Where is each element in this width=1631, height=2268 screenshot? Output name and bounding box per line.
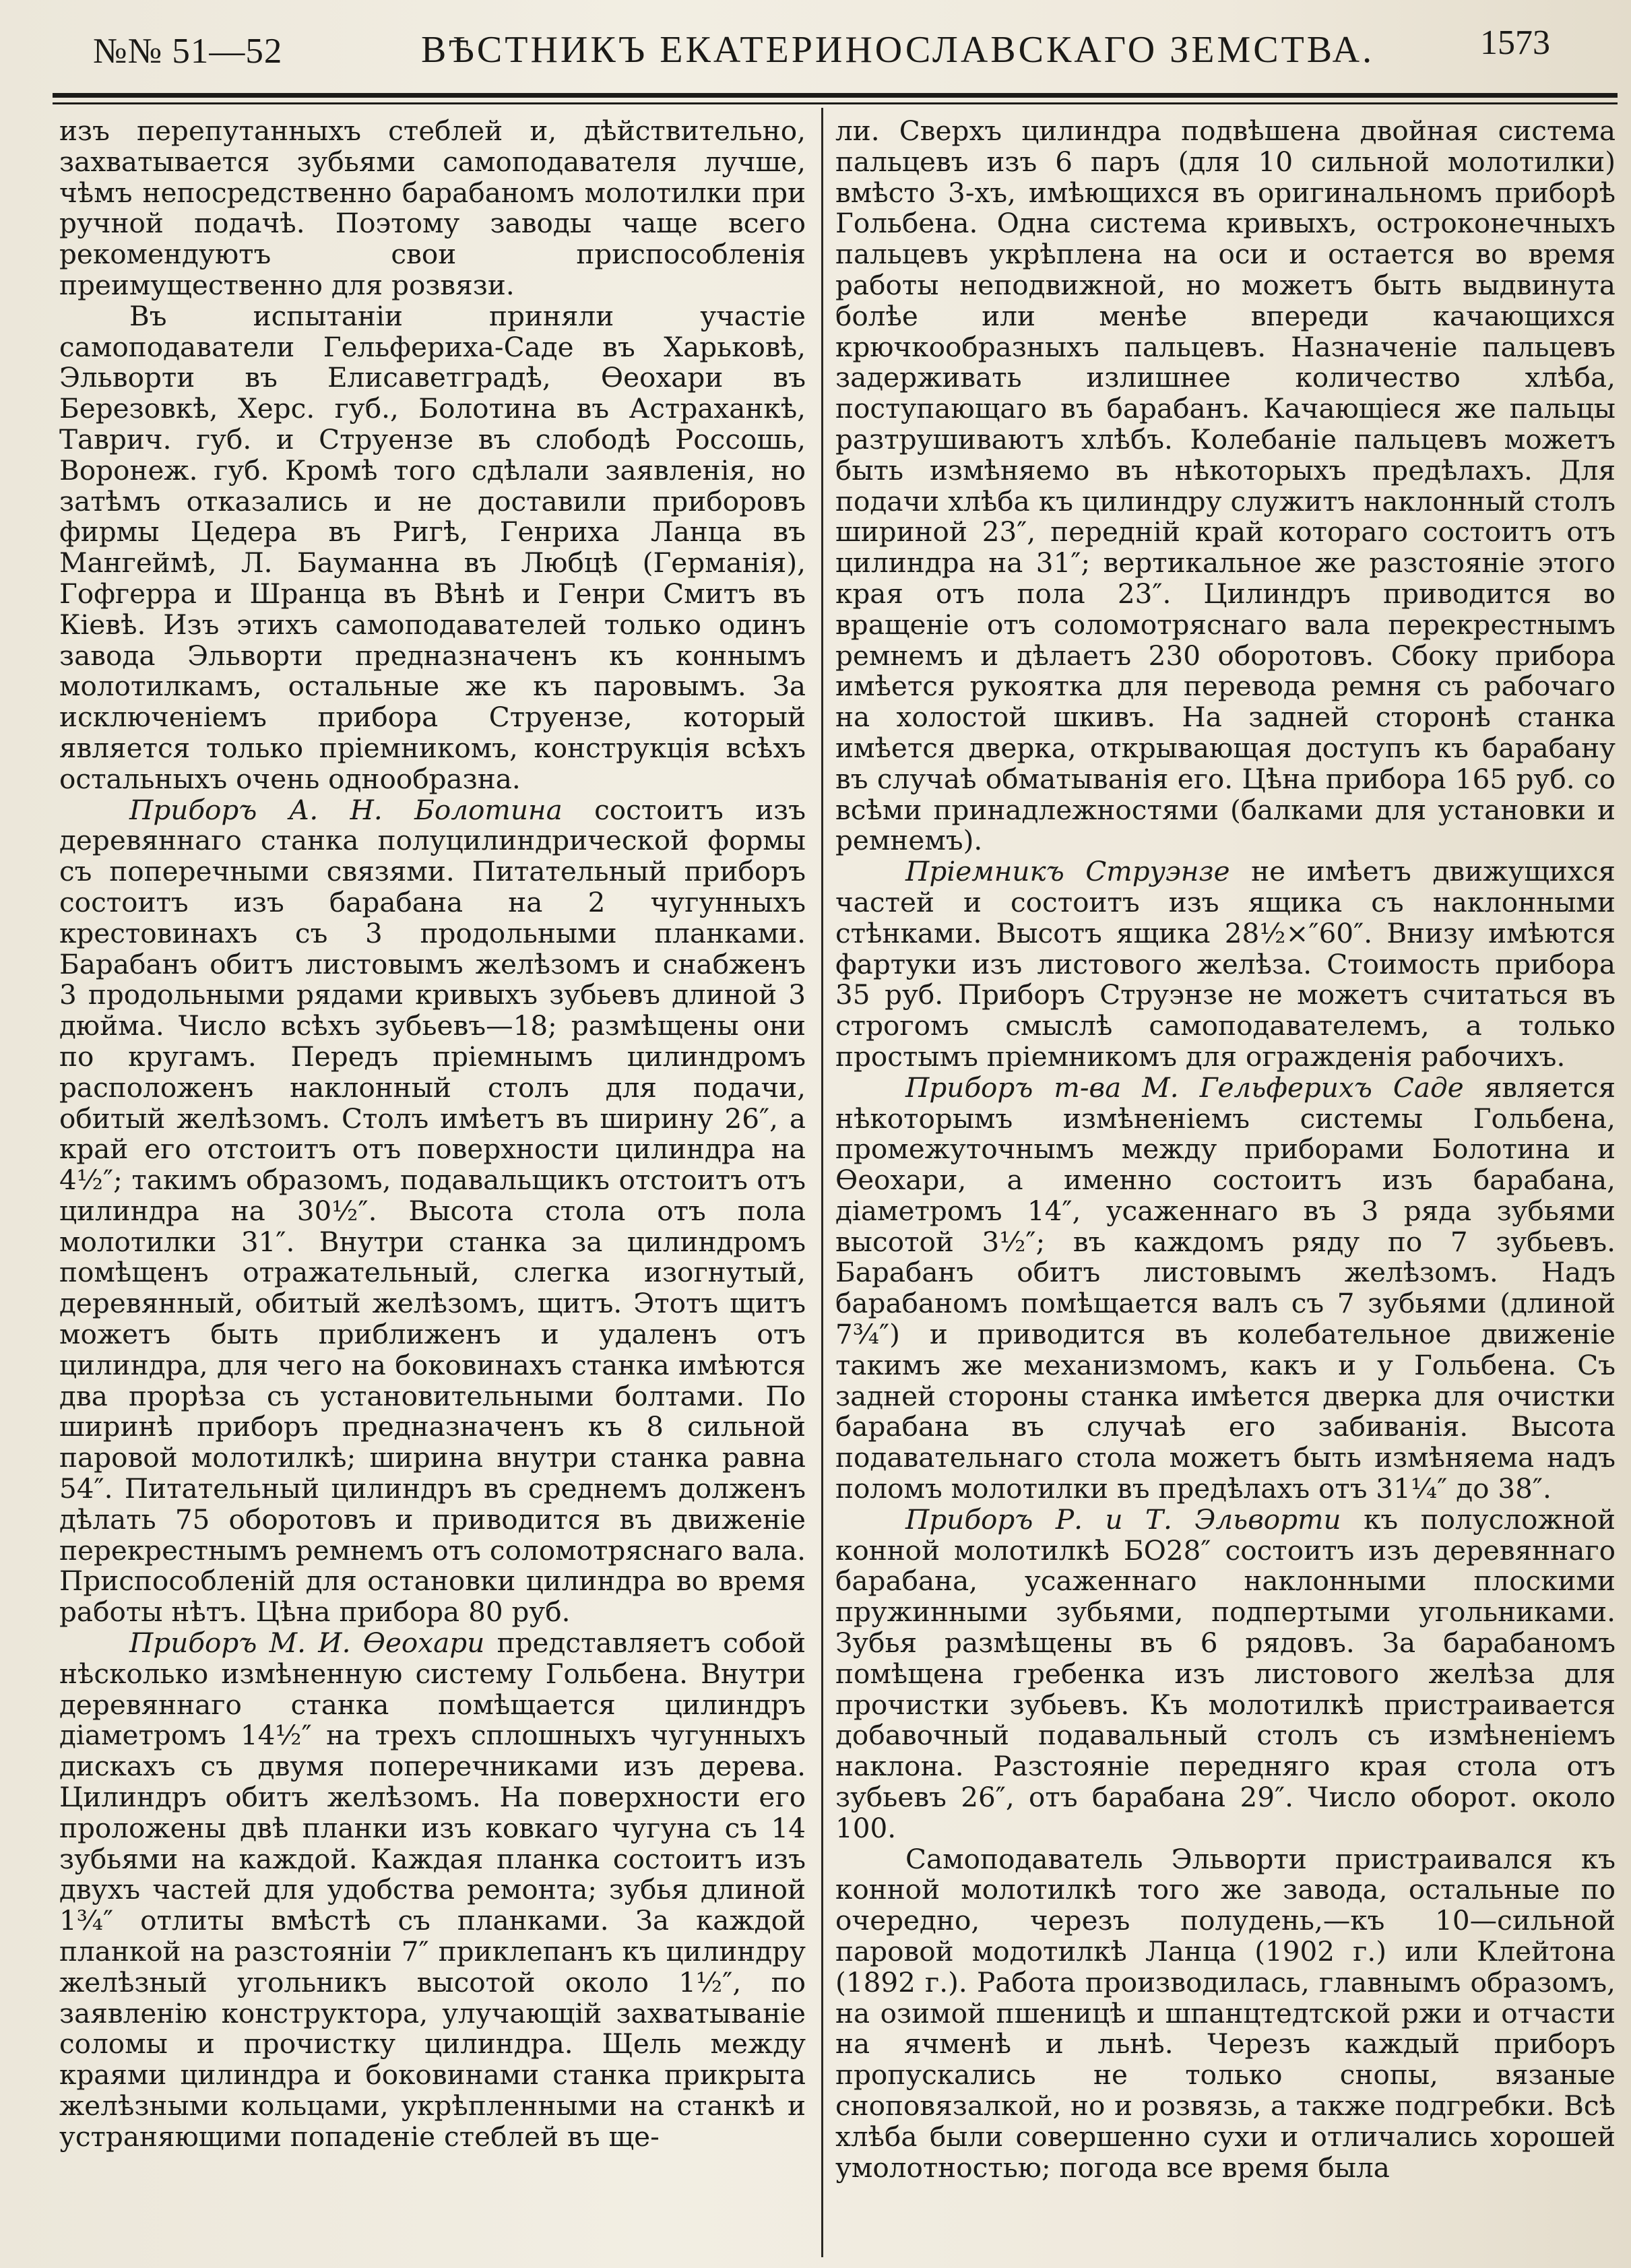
- right-column: [835, 116, 1616, 2259]
- right-paragraph-4: [835, 1505, 1616, 1844]
- page-number: 1573: [1480, 24, 1550, 62]
- right-paragraph-1: ли. Сверхъ цилиндра подвѣшена двойная система пальцевъ изъ 6 паръ (для 10 сильной молотилки) вмѣсто 3-хъ, имѣющихся въ оригинальномъ приборѣ Гольбена. Одна система кривыхъ, остроконечныхъ пальцевъ укрѣплена на оси и остается во время работы неподвижной, но можетъ быть выдвинута болѣе или менѣе впереди качающихся крючкообразныхъ пальцевъ. Назначеніе пальцевъ задерживать излишнее количество хлѣба, поступающаго въ барабанъ. Качающіеся же пальцы разтрушиваютъ хлѣбъ. Колебаніе пальцевъ можетъ быть измѣняемо въ нѣкоторыхъ предѣлахъ. Для подачи хлѣба къ цилиндру служитъ наклонный столъ шириной 23″, передній край котораго состоитъ отъ цилиндра на 31″; вертикальное же разстояніе этого края отъ пола 23″. Цилиндръ приводится во вращеніе отъ соломотряснаго вала перекрестнымъ ремнемъ и дѣлаетъ 230 оборотовъ. Сбоку прибора имѣется рукоятка для перевода ремня съ рабочаго на холостой шкивъ. На задней сторонѣ станка имѣется дверка, открывающая доступъ къ барабану въ случаѣ обматыванія его. Цѣна прибора 165 руб. со всѣми принадлежностями (балками для установки и ремнемъ).: [835, 116, 1616, 857]
- feokhari-device-text: представляетъ собой нѣсколько измѣненную систему Гольбена. Внутри деревяннаго станка помѣщается цилиндръ діаметромъ 14½″ на трехъ сплошныхъ чугунныхъ дискахъ съ двумя поперечниками изъ дерева. Цилиндръ обитъ желѣзомъ. На поверхности его проложены двѣ планки изъ ковкаго чугуна съ 14 зубьями на каждой. Каждая планка состоитъ изъ двухъ частей для удобства ремонта; зубья длиной 1¾″ отлиты вмѣстѣ съ планками. За каждой планкой на разстояніи 7″ приклепанъ къ цилиндру желѣзный угольникъ высотой около 1½″, по заявленію конструктора, улучающій захватываніе соломы и прочистку цилиндра. Щель между краями цилиндра и боковинами станка прикрыта желѣзными кольцами, укрѣпленными на станкѣ и устраняющими попаденіе стеблей въ ще-: [59, 1627, 806, 2153]
- struenze-receiver-heading: Пріемникъ Струэнзе: [905, 855, 1230, 888]
- gelferikh-device-heading: Приборъ т-ва М. Гельферихъ Саде: [905, 1071, 1464, 1104]
- left-paragraph-1: изъ перепутанныхъ стеблей и, дѣйствительно, захватывается зубьями самоподавателя лучше, чѣмъ непосредственно барабаномъ молотилки при ручной подачѣ. Поэтому заводы чаще всего рекомендуютъ свои приспособленія преимущественно для розвязи.: [59, 116, 806, 301]
- left-paragraph-2: Въ испытаніи приняли участіе самоподаватели Гельфериха-Саде въ Харьковѣ, Эльворти въ Елисаветградѣ, Ѳеохари въ Березовкѣ, Херс. губ., Болотина въ Астраханкѣ, Таврич. губ. и Струензе въ слободѣ Россошь, Воронеж. губ. Кромѣ того сдѣлали заявленія, но затѣмъ отказались и не доставили приборовъ фирмы Цедера въ Ригѣ, Генриха Ланца въ Мангеймѣ, Л. Бауманна въ Любцѣ (Германія), Гофгерра и Шранца въ Вѣнѣ и Генри Смитъ въ Кіевѣ. Изъ этихъ самоподавателей только одинъ завода Эльворти предназначенъ къ коннымъ молотилкамъ, остальные же къ паровымъ. За исключеніемъ прибора Струензе, который является только пріемникомъ, конструкція всѣхъ остальныхъ очень однообразна.: [59, 299, 806, 795]
- header-rule-thin: [53, 102, 1618, 104]
- elvorti-device-text: къ полусложной конной молотилкѣ БО28″ состоитъ изъ деревяннаго барабана, усаженнаго наклонными плоскими пружинными зубьями, подпертыми угольниками. Зубья размѣщены въ 6 рядовъ. За барабаномъ помѣщена гребенка изъ листового желѣза для прочистки зубьевъ. Къ молотилкѣ пристраивается добавочный подавальный столъ съ измѣненіемъ наклона. Разстояніе передняго края стола отъ зубьевъ 26″, отъ барабана 29″. Число оборот. около 100.: [835, 1503, 1616, 1844]
- gelferikh-device-text: является нѣкоторымъ измѣненіемъ системы Гольбена, промежуточнымъ между приборами Болотина и Ѳеохари, а именно состоитъ изъ барабана, діаметромъ 14″, усаженнаго въ 3 ряда зубьями высотой 3½″; въ каждомъ ряду по 7 зубьевъ. Барабанъ обитъ листовымъ желѣзомъ. Надъ барабаномъ помѣщается валъ съ 7 зубьями (длиной 7¾″) и приводится въ колебательное движеніе такимъ же механизмомъ, какъ и у Гольбена. Съ задней стороны станка имѣется дверка для очистки барабана въ случаѣ его забиванія. Высота подавательнаго стола можетъ быть измѣняема надъ поломъ молотилки въ предѣлахъ отъ 31¼″ до 38″.: [835, 1071, 1616, 1505]
- page-header: [54, 18, 1604, 93]
- header-rule-thick: [53, 93, 1618, 98]
- left-column: [59, 116, 806, 2259]
- feokhari-device-heading: Приборъ М. И. Ѳеохари: [129, 1627, 485, 1660]
- left-paragraph-3: [59, 795, 806, 1629]
- bolotin-device-text: состоитъ изъ деревяннаго станка полуцилиндрической формы съ поперечными связями. Питательный приборъ состоитъ изъ барабана на 2 чугунныхъ крестовинахъ съ 3 продольными планками. Барабанъ обитъ листовымъ желѣзомъ и снабженъ 3 продольными рядами кривыхъ зубьевъ длиной 3 дюйма. Число всѣхъ зубьевъ—18; размѣщены они по кругамъ. Передъ пріемнымъ цилиндромъ расположенъ наклонный столъ для подачи, обитый желѣзомъ. Столъ имѣетъ въ ширину 26″, а край его отстоитъ отъ поверхности цилиндра на 4½″; такимъ образомъ, подавальщикъ отстоитъ отъ цилиндра на 30½″. Высота стола отъ пола молотилки 31″. Внутри станка за цилиндромъ помѣщенъ отражательный, слегка изогнутый, деревянный, обитый желѣзомъ, щитъ. Этотъ щитъ можетъ быть приближенъ и удаленъ отъ цилиндра, для чего на боковинахъ станка имѣются два прорѣза съ установительными болтами. По ширинѣ приборъ предназначенъ къ 8 сильной паровой молотилкѣ; ширина внутри станка равна 54″. Питательный цилиндръ въ среднемъ долженъ дѣлать 75 оборотовъ и приводится въ движеніе перекрестнымъ ремнемъ отъ соломотряснаго вала. Приспособленій для остановки цилиндра во время работы нѣтъ. Цѣна прибора 80 руб.: [59, 793, 806, 1629]
- elvorti-device-heading: Приборъ Р. и Т. Эльворти: [905, 1503, 1341, 1536]
- right-paragraph-5: Самоподаватель Эльворти пристраивался къ конной молотилкѣ того же завода, остальные по очередно, черезъ полудень,—къ 10—сильной паровой модотилкѣ Ланца (1902 г.) или Клейтона (1892 г.). Работа производилась, главнымъ образомъ, на озимой пшеницѣ и шпанцтедтской ржи и отчасти на ячменѣ и льнѣ. Черезъ каждый приборъ пропускались не только снопы, вязаные сноповязалкой, но и розвязь, а также подгребки. Всѣ хлѣба были совершенно сухи и отличались хорошей умолотностью; погода все время была: [835, 1842, 1616, 2184]
- issue-number: №№ 51—52: [93, 32, 283, 71]
- journal-title: ВѢСТНИКЪ ЕКАТЕРИНОСЛАВСКАГО ЗЕМСТВА.: [421, 29, 1375, 71]
- right-paragraph-3: [835, 1073, 1616, 1505]
- bolotin-device-heading: Приборъ А. Н. Болотина: [129, 793, 563, 826]
- column-divider: [821, 108, 823, 2257]
- left-paragraph-4: [59, 1628, 806, 2153]
- right-paragraph-2: [835, 856, 1616, 1073]
- struenze-receiver-text: не имѣетъ движущихся частей и состоитъ изъ ящика съ наклонными стѣнками. Высотъ ящика 28½×″60″. Внизу имѣются фартуки изъ листового желѣза. Стоимость прибора 35 руб. Приборъ Струэнзе не можетъ считаться въ строгомъ смыслѣ самоподавателемъ, а только простымъ пріемникомъ для огражденія рабочихъ.: [835, 855, 1616, 1073]
